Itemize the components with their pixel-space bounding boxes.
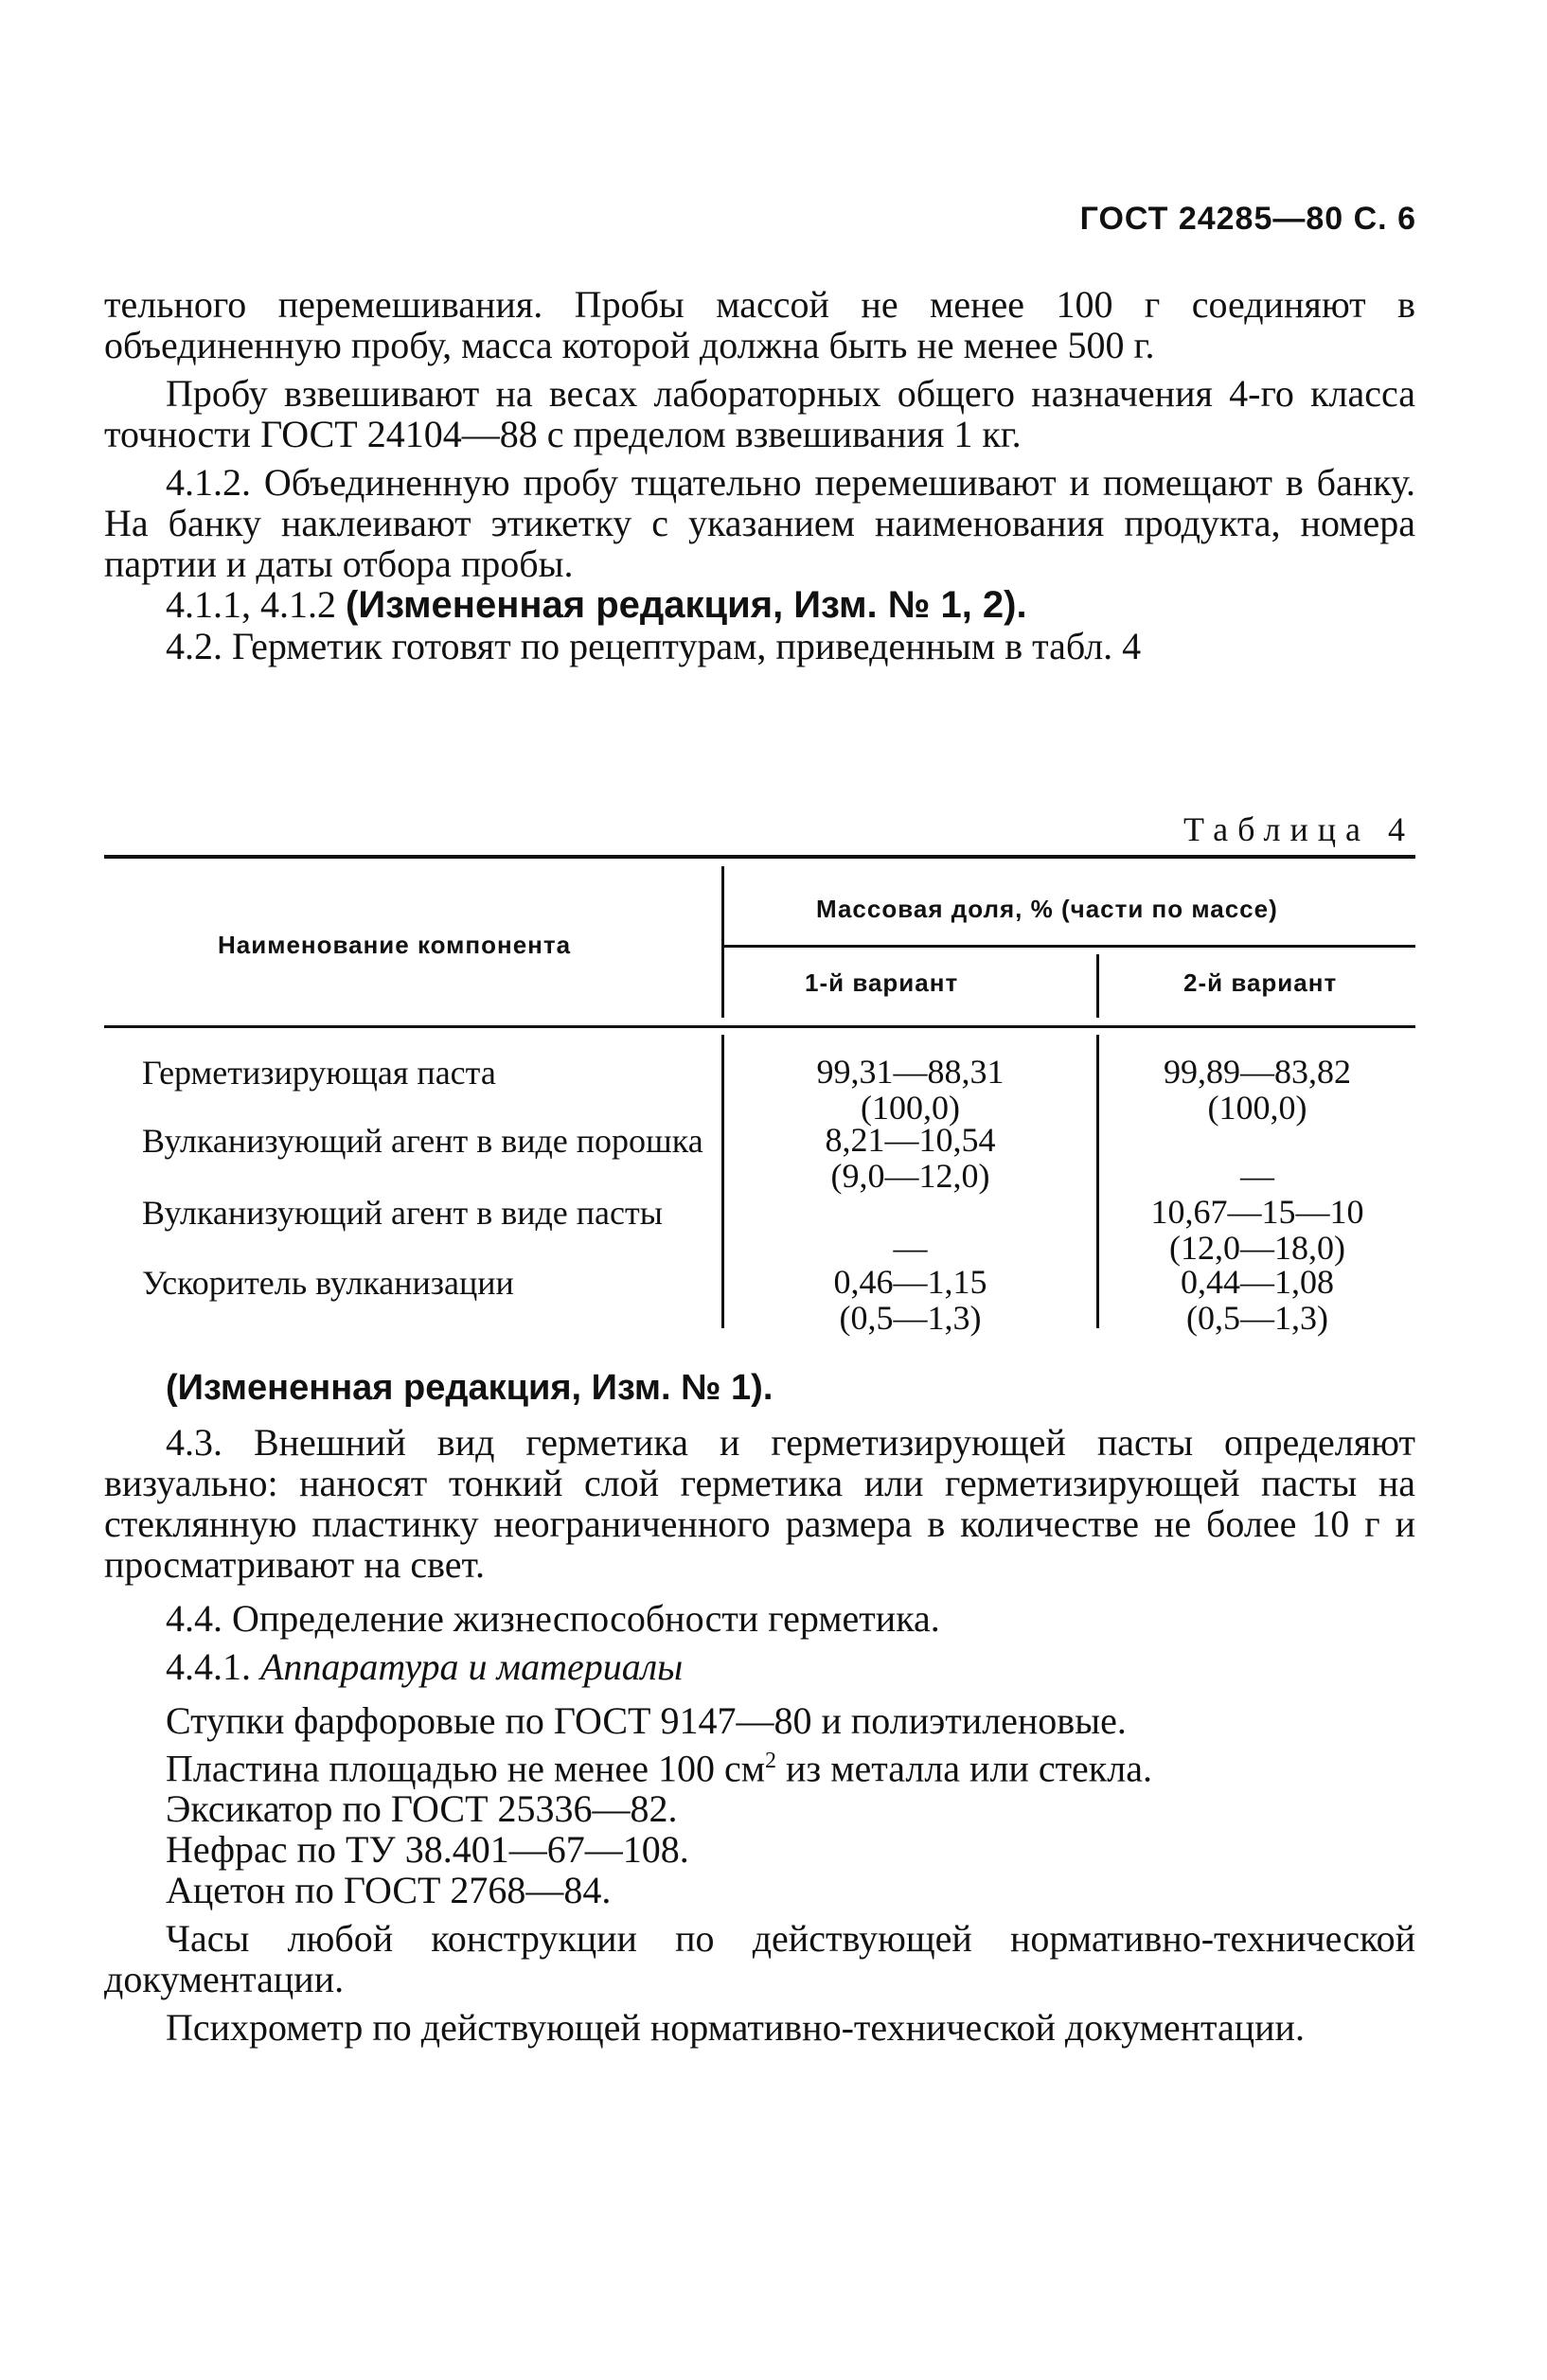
amendment-note: (Измененная редакция, Изм. № 1, 2). (346, 584, 1027, 626)
item-mortars: Ступки фарфоровые по ГОСТ 9147—80 и полиэтиленовые. (166, 1699, 1127, 1742)
intro-text (104, 284, 1415, 666)
cell-value-parenthetical: (100,0) (1207, 1089, 1307, 1127)
row-name-accelerator: Ускоритель вулканизации (142, 1264, 514, 1302)
paragraph-sampling: тельного перемешивания. Пробы массой не менее 100 г соединяют в объединенную пробу, масса которой должна быть не менее 500 г. (104, 283, 1415, 366)
table-header-rule (104, 1025, 1415, 1028)
plate-superscript: 2 (765, 1749, 777, 1773)
cell-v2-powder (1099, 1158, 1415, 1194)
table-group-rule (721, 945, 1415, 948)
section-number: 4.4.1. (166, 1645, 260, 1688)
cell-v1-accelerator (724, 1264, 1096, 1336)
cell-value-parenthetical: (100,0) (861, 1089, 960, 1127)
section-title: Аппаратура и материалы (260, 1645, 684, 1688)
amendment-ref: 4.1.1, 4.1.2 (166, 583, 346, 626)
item-nefras: Нефрас по ТУ 38.401—67—108. (166, 1828, 689, 1872)
paragraph-amendment-1 (104, 584, 1415, 626)
row-name-paste: Герметизирующая паста (142, 1054, 496, 1092)
item-plate (104, 1741, 1415, 1788)
methods-text (104, 1368, 1415, 2048)
cell-value: 99,31—88,31 (816, 1053, 1005, 1091)
header-variant-2: 2-й вариант (1183, 968, 1338, 997)
cell-v1-powder (724, 1122, 1096, 1194)
cell-value-parenthetical: (9,0—12,0) (830, 1157, 990, 1195)
cell-v1-paste (724, 1054, 1096, 1126)
cell-value: — (893, 1229, 928, 1267)
row-name-powder: Вулканизующий агент в виде порошка (142, 1122, 703, 1160)
cell-value-parenthetical: (0,5—1,3) (1186, 1299, 1328, 1337)
cell-value-parenthetical: (0,5—1,3) (839, 1299, 982, 1337)
paragraph-4-4: 4.4. Определение жизнеспособности герметика. (166, 1597, 940, 1640)
cell-value: 0,44—1,08 (1181, 1263, 1334, 1301)
header-component-name: Наименование компонента (218, 931, 572, 959)
cell-v2-paste-agent (1099, 1194, 1415, 1266)
amendment-note-2: (Измененная редакция, Изм. № 1). (166, 1368, 774, 1408)
table-top-rule (104, 855, 1415, 859)
header-mass-fraction: Массовая доля, % (части по массе) (816, 895, 1278, 923)
cell-v1-paste-agent (724, 1230, 1096, 1266)
paragraph-4-1-2: 4.1.2. Объединенную пробу тщательно перемешивают и помещают в банку. На банку наклеивают этикетку с указанием наименования продукта, номера партии и даты отбора пробы. (104, 461, 1415, 585)
paragraph-4-4-1 (104, 1646, 1415, 1687)
cell-value: 99,89—83,82 (1164, 1053, 1351, 1091)
paragraph-4-2: 4.2. Герметик готовят по рецептурам, приведенным в табл. 4 (166, 625, 1142, 667)
item-psychrometer: Психрометр по действующей нормативно-технической документации. (166, 2006, 1305, 2050)
table-caption: Таблица 4 (1183, 810, 1414, 848)
cell-value-parenthetical: (12,0—18,0) (1169, 1229, 1345, 1267)
table-divider-1 (721, 866, 724, 1018)
plate-text-end: из металла или стекла. (776, 1747, 1152, 1790)
paragraph-weighing: Пробу взвешивают на весах лабораторных общего назначения 4-го класса точности ГОСТ 24104—88 с пределом взвешивания 1 кг. (104, 372, 1415, 455)
cell-value: — (1240, 1157, 1274, 1195)
cell-value: 0,46—1,15 (833, 1263, 987, 1301)
cell-value: 10,67—15—10 (1150, 1193, 1364, 1231)
cell-value: 8,21—10,54 (825, 1121, 996, 1159)
item-clock: Часы любой конструкции по действующей нормативно-технической документации. (104, 1917, 1415, 2001)
row-name-paste-agent: Вулканизующий агент в виде пасты (142, 1194, 663, 1232)
item-desiccator: Эксикатор по ГОСТ 25336—82. (166, 1787, 678, 1831)
item-acetone: Ацетон по ГОСТ 2768—84. (166, 1869, 612, 1912)
page-header: ГОСТ 24285—80 С. 6 (1079, 201, 1416, 237)
paragraph-4-3: 4.3. Внешний вид герметика и герметизирующей пасты определяют визуально: наносят тонкий слой герметика или герметизирующей пасты на стеклянную пластинку неограниченного размера в количестве не более 10 г и просматривают на свет. (104, 1421, 1415, 1586)
header-variant-1: 1-й вариант (805, 968, 959, 997)
table-divider-2 (1096, 954, 1099, 1018)
plate-text: Пластина площадью не менее 100 см (166, 1747, 766, 1790)
cell-v2-paste (1099, 1054, 1415, 1126)
cell-v2-accelerator (1099, 1264, 1415, 1336)
